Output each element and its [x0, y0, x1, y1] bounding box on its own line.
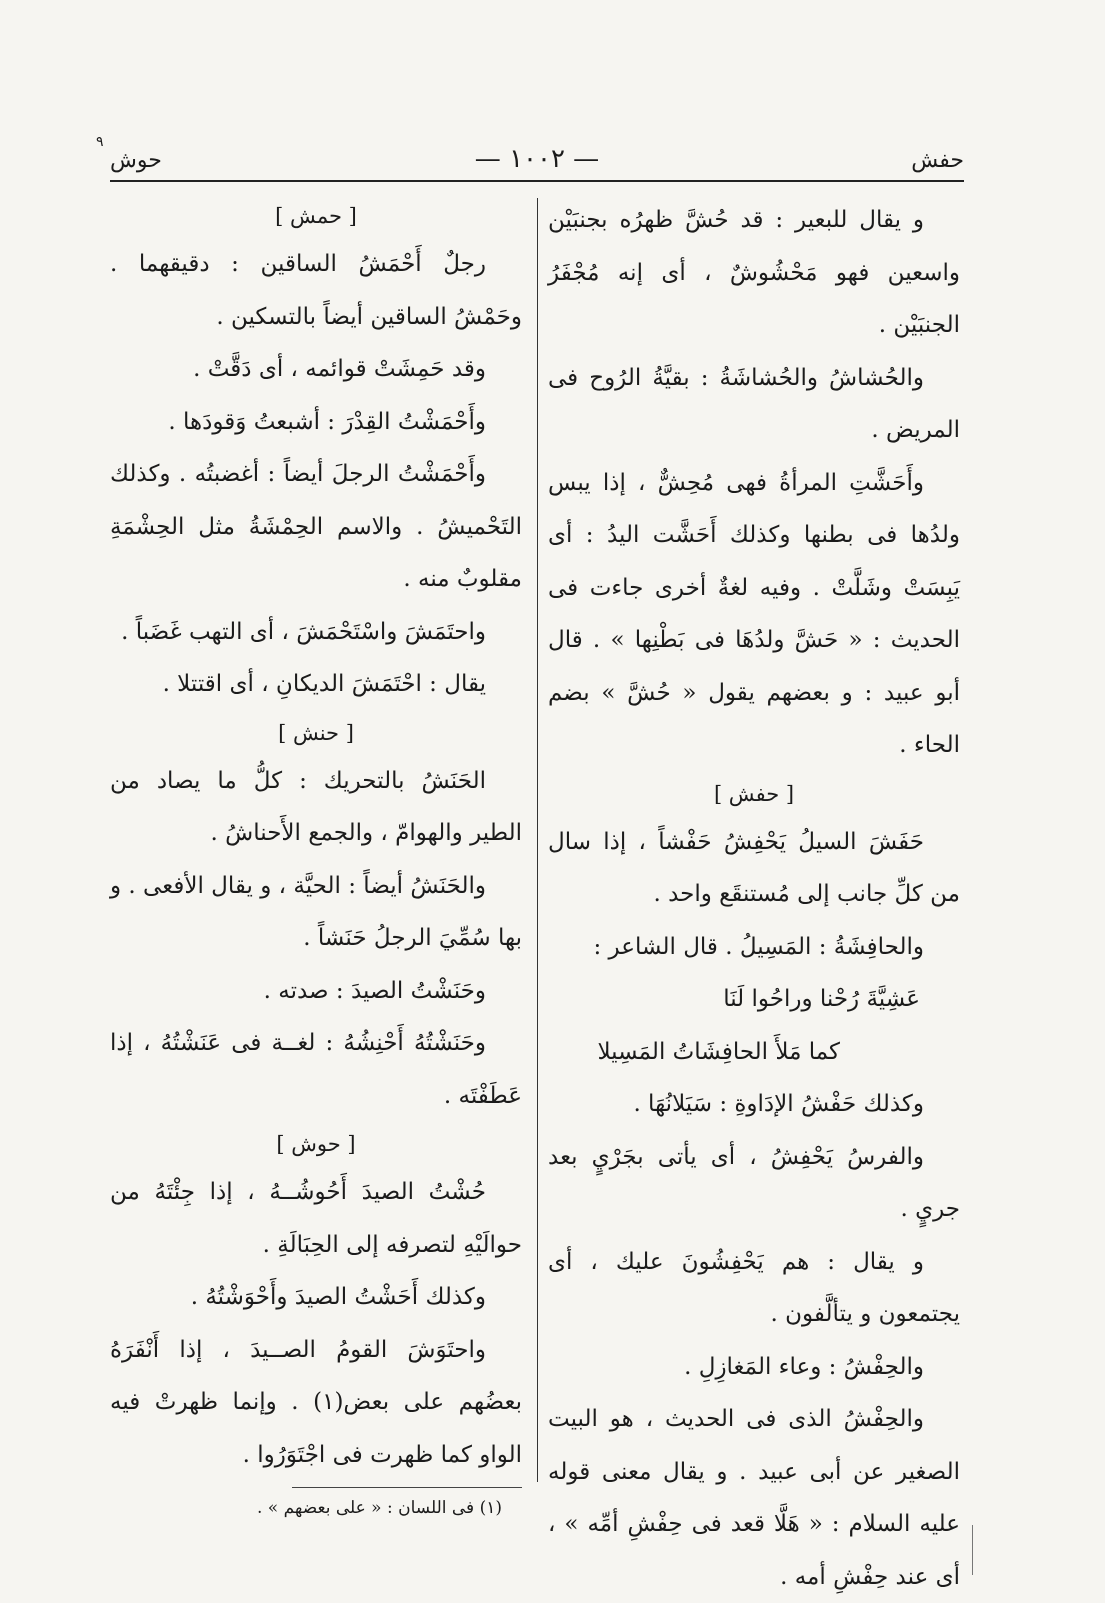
paragraph: حَفَشَ السيلُ يَحْفِشُ حَفْشاً ، إذا سال من كلِّ جانب إلى مُستنقَع واحد . — [548, 828, 960, 907]
section-heading: [ حمش ] — [275, 204, 357, 228]
section-heading: [ حفش ] — [713, 781, 795, 806]
left-column — [110, 194, 522, 1518]
paragraph: وأَحَشَّتِ المرأةُ فهى مُحِشٌّ ، إذا يبس ولدُها فى بطنها وكذلك أَحَشَّت اليدُ : أى يَبِسَتْ وشَلَّتْ . وفيه لغةٌ أخرى جاءت فى الحديث : « حَشَّ ولدُهَا فى بَطْنِها » . قال أبو عبيد : و بعضهم يقول « حُشَّ » بضم الحاء . — [548, 469, 960, 758]
paragraph: والحافِشَةُ : المَسِيلُ . قال الشاعر : — [593, 933, 924, 960]
page-header — [110, 140, 964, 180]
paragraph: والحِفْشُ : وعاء المَغازِلِ . — [684, 1353, 924, 1380]
paragraph: وكذلك حَفْشُ الإدَاوةِ : سَيَلانُهَا . — [633, 1091, 924, 1117]
paragraph: وحَنَشْتُهُ أَحْنِشُهُ : لغــة فى عَنَشْتُهُ ، إذا عَطَفْتَه . — [110, 1030, 522, 1109]
paragraph: و يقال للبعير : قد حُشَّ ظهرُه بجنبَيْن واسعين فهو مَحْشُوشٌ ، أى إنه مُجْفَرُ الجنبَيْن . — [548, 207, 960, 338]
section-heading: [ حوش ] — [276, 1132, 356, 1156]
paragraph: وأَحْمَشْتُ القِدْرَ : أشبعتُ وَقودَها . — [168, 408, 486, 435]
column-divider — [537, 198, 538, 1482]
paragraph: والحُشاشُ والحُشاشَةُ : بقيَّةُ الرُوح فى المريض . — [548, 364, 960, 443]
section-heading: [ حنش ] — [278, 720, 354, 745]
margin-mark — [972, 1525, 973, 1575]
paragraph: واحتَمَشَ واسْتَحْمَشَ ، أى التهب غَضَباً . — [121, 618, 486, 645]
paragraph: حُشْتُ الصيدَ أَحُوشُــهُ ، إذا جِئْتَهُ من حوالَيْهِ لتصرفه إلى الحِبَالَةِ . — [110, 1179, 522, 1258]
header-entry-last: حوش — [110, 148, 162, 173]
paragraph: الحَنَشُ بالتحريك : كلُّ ما يصاد من الطير والهوامّ ، والجمع الأَحناشُ . — [110, 767, 522, 846]
paragraph: والفرسُ يَحْفِشُ ، أى يأتى بجَرْيٍ بعد جريٍ . — [548, 1143, 960, 1222]
verse-line: عَشِيَّةَ رُحْنا وراحُوا لَنَا — [723, 986, 920, 1012]
header-rule — [110, 180, 964, 182]
header-entry-first: حفش — [911, 148, 964, 173]
page-number: — ١٠٠٢ — — [474, 144, 600, 174]
paragraph: وكذلك أَحَشْتُ الصيدَ وأَحْوَشْتُهُ . — [190, 1284, 486, 1310]
paragraph: والحَنَشُ أيضاً : الحيَّة ، و يقال الأفعى . و بها سُمِّيَ الرجلُ حَنَشاً . — [110, 872, 522, 951]
paragraph: وقد حَمِشَتْ قوائمه ، أى دَقَّتْ . — [193, 356, 486, 382]
paragraph: رجلٌ أَحْمَشُ الساقين : دقيقهما . وحَمْشُ الساقين أيضاً بالتسكين . — [110, 251, 522, 330]
footnote: (١) فى اللسان : « على بعضهم » . — [257, 1498, 502, 1518]
verse-line: كما مَلأَ الحافِشَاتُ المَسِيلا — [597, 1038, 840, 1065]
paragraph: يقال : احْتَمَشَ الديكانِ ، أى اقتتلا . — [162, 671, 486, 697]
paragraph: وحَنَشْتُ الصيدَ : صدته . — [263, 977, 486, 1004]
right-column — [548, 194, 960, 1590]
paragraph: و يقال : هم يَحْفِشُونَ عليك ، أى يجتمعون و يتألَّفون . — [548, 1248, 960, 1327]
paragraph: والحِفْشُ الذى فى الحديث ، هو البيت الصغير عن أبى عبيد . و يقال معنى قوله عليه السلام : « هَلَّا قعد فى حِفْشِ أمِّه » ، أى عند حِفْشِ أمه . — [548, 1406, 960, 1590]
page-mark: ٩ — [96, 134, 104, 150]
paragraph: وأَحْمَشْتُ الرجلَ أيضاً : أغضبتُه . وكذلك التَحْميشُ . والاسم الحِمْشَةُ مثل الحِشْمَةِ مقلوبٌ منه . — [110, 461, 522, 592]
paragraph: واحتَوَشَ القومُ الصــيدَ ، إذا أَنْفَرَهُ بعضُهم على بعض(١) . وإنما ظهرتْ فيه الواو كما ظهرت فى اجْتَوَرُوا . — [110, 1336, 522, 1468]
